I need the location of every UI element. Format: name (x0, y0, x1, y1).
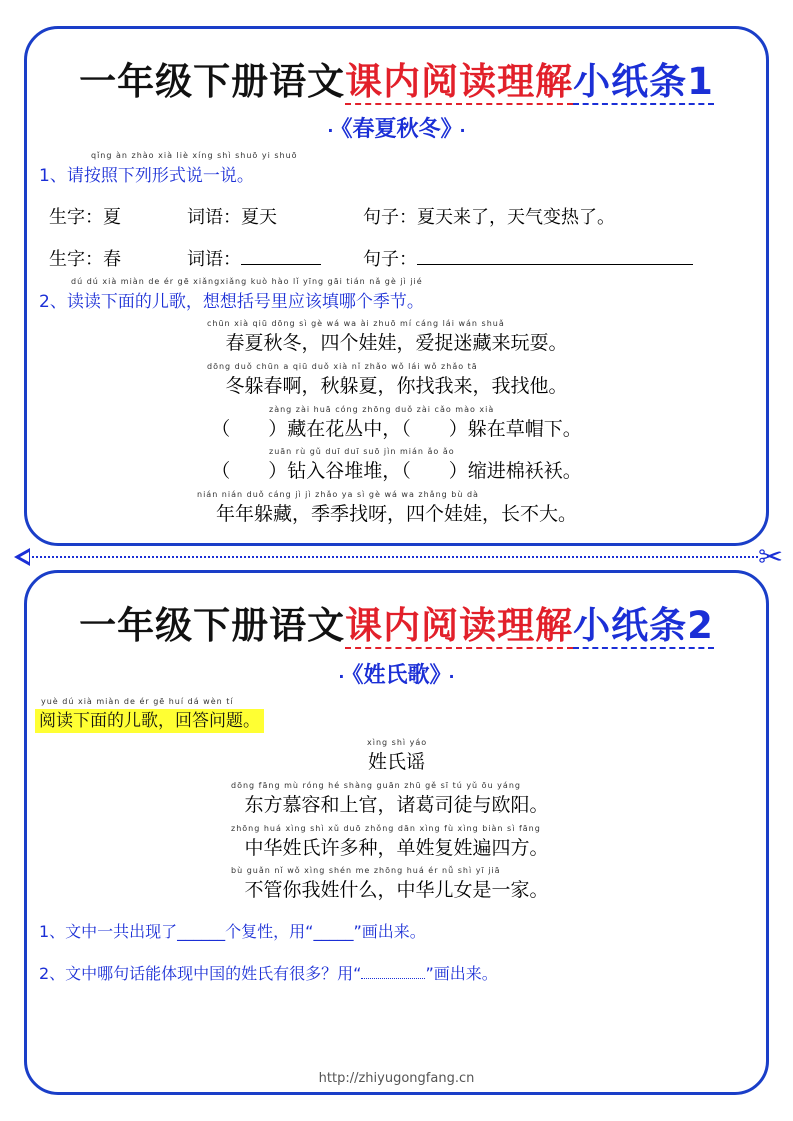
poem-line: 春夏秋冬，四个娃娃，爱捉迷藏来玩耍。 (225, 332, 568, 354)
poem-line-pinyin: nián nián duǒ cáng jì jì zhǎo ya sì gè wá wa zhǎng bù dà (197, 490, 479, 499)
poem-line: 年年躲藏，季季找呀，四个娃娃，长不大。 (215, 503, 577, 525)
poem-line-pinyin: bù guǎn nǐ wǒ xìng shén me zhōng huá ér nǚ shì yī jiā (231, 866, 501, 875)
card-title (27, 595, 766, 649)
question-2[interactable] (39, 961, 498, 984)
lesson-name: 《姓氏歌》 (352, 663, 441, 688)
example-character: 生字：夏 (49, 207, 121, 228)
cut-line (20, 556, 758, 560)
exercise-sentence-label: 句子： (363, 249, 417, 270)
example-sentence: 句子：夏天来了，天气变热了。 (363, 207, 615, 228)
reading-card-1 (24, 26, 769, 546)
wavy-underline-sample (361, 978, 425, 979)
poem-line-pinyin: dōng duǒ chūn a qiū duǒ xià nǐ zhǎo wǒ lái wǒ zhǎo tā (207, 362, 478, 371)
poem-line-blanks[interactable]: （ ）藏在花丛中，（ ）躲在草帽下。 (211, 418, 582, 440)
poem-line: 东方慕容和上官，诸葛司徒与欧阳。 (244, 794, 549, 816)
card-title (27, 51, 766, 105)
sentence-answer-blank[interactable] (417, 264, 693, 265)
title-grade: 一年级下册语文 (79, 60, 346, 103)
exercise-sentence-row (363, 245, 693, 271)
scissors-icon: ✂ (758, 540, 784, 575)
poem-line: 中华姓氏许多种，单姓复姓遍四方。 (244, 837, 549, 859)
footer-url: http://zhiyugongfang.cn (318, 1071, 475, 1086)
poem-line: 冬躲春啊，秋躲夏，你找我来，我找他。 (225, 375, 568, 397)
poem-title: 姓氏谣 (367, 751, 425, 773)
poem-line-pinyin: zuān rù gǔ duī duī suō jìn mián ǎo ǎo (269, 447, 455, 456)
lesson-subtitle: · 《春夏秋冬》 · (327, 117, 466, 142)
title-grade: 一年级下册语文 (79, 604, 346, 647)
lesson-subtitle: · 《姓氏歌》 · (338, 663, 455, 688)
poem-line-blanks[interactable]: （ ）钻入谷堆堆，（ ）缩进棉袄袄。 (211, 460, 582, 482)
question-1-pinyin: qǐng àn zhào xià liè xíng shì shuō yi shuō (91, 151, 298, 160)
word-answer-blank[interactable] (241, 264, 321, 265)
exercise-character: 生字：春 (49, 249, 121, 270)
title-topic: 课内阅读理解 (345, 604, 574, 647)
question-2-pinyin: dú dú xià miàn de ér gē xiǎngxiǎng kuò hào lǐ yīng gāi tián nǎ gè jì jié (71, 277, 423, 286)
poem-title-pinyin: xìng shì yáo (367, 738, 428, 747)
instruction-text: 阅读下面的儿歌，回答问题。 (35, 709, 264, 733)
title-slip: 小纸条1 (573, 60, 714, 103)
poem-line-pinyin: zhōng huá xìng shì xǔ duō zhǒng dān xìng fù xìng biàn sì fāng (231, 824, 541, 833)
lesson-name: 《春夏秋冬》 (341, 117, 452, 142)
poem-line-pinyin: zàng zài huā cóng zhōng duǒ zài cǎo mào xià (269, 405, 495, 414)
question-1[interactable]: 1、文中一共出现了______个复性，用“_____”画出来。 (39, 922, 426, 941)
poem-line-pinyin: dōng fāng mù róng hé shàng guān zhū gě sī tú yǔ ōu yáng (231, 781, 521, 790)
poem-line-pinyin: chūn xià qiū dōng sì gè wá wa ài zhuō mí cáng lái wán shuǎ (207, 319, 505, 328)
question-2-text: 2、文中哪句话能体现中国的姓氏有很多？用“ (39, 964, 362, 983)
instruction (35, 706, 264, 731)
reading-card-2 (24, 570, 769, 1095)
title-slip: 小纸条2 (573, 604, 714, 647)
title-topic: 课内阅读理解 (345, 60, 574, 103)
question-2: 2、读读下面的儿歌，想想括号里应该填哪个季节。 (39, 292, 424, 312)
question-2-tail: ”画出来。 (425, 964, 498, 983)
poem-line: 不管你我姓什么，中华儿女是一家。 (244, 879, 549, 901)
example-word: 词语：夏天 (187, 207, 277, 228)
question-1: 1、请按照下列形式说一说。 (39, 166, 254, 186)
instruction-pinyin: yuè dú xià miàn de ér gē huí dá wèn tí (41, 697, 234, 706)
exercise-word-row (187, 245, 321, 271)
exercise-word-label: 词语： (187, 249, 241, 270)
